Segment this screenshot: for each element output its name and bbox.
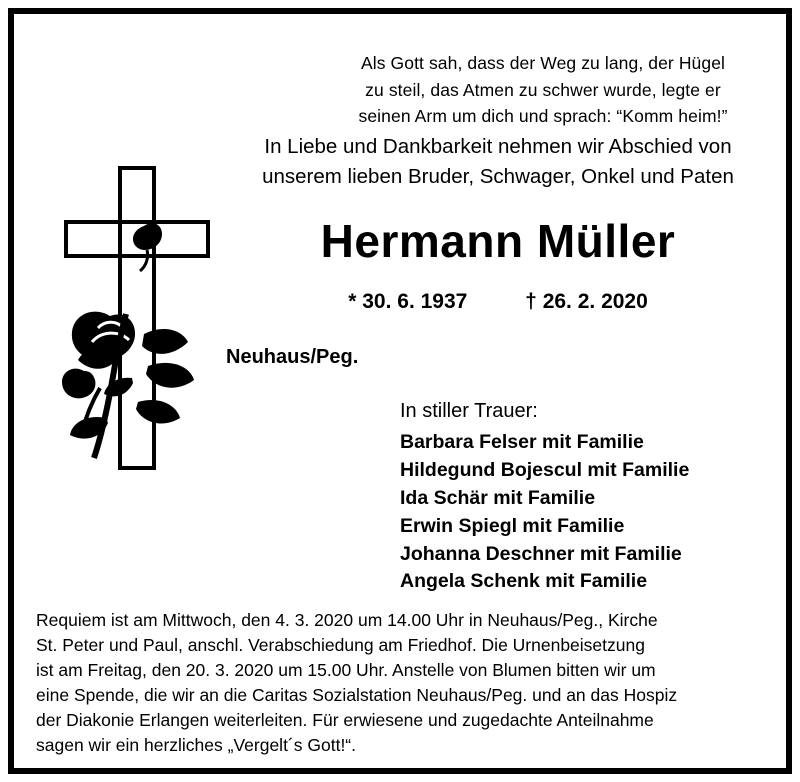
death-date-group	[525, 290, 648, 313]
verse-line: zu steil, das Atmen zu schwer wurde, legte er	[365, 79, 721, 100]
birth-date: 30. 6. 1937	[362, 290, 468, 313]
service-line: eine Spende, die wir an die Caritas Sozialstation Neuhaus/Peg. und an das Hospiz	[36, 685, 678, 706]
intro-line: In Liebe und Dankbarkeit nehmen wir Abschied von	[264, 135, 732, 158]
list-item: Johanna Deschner mit Familie	[400, 542, 682, 565]
list-item: Barbara Felser mit Familie	[400, 431, 644, 453]
deceased-name: Hermann Müller	[320, 215, 676, 267]
verse-line: seinen Arm um dich und sprach: “Komm heim!”	[358, 106, 728, 127]
service-line: Requiem ist am Mittwoch, den 4. 3. 2020 um 14.00 Uhr in Neuhaus/Peg., Kirche	[36, 610, 658, 630]
list-item: Angela Schenk mit Familie	[400, 570, 648, 593]
verse-line: Als Gott sah, dass der Weg zu lang, der Hügel	[360, 53, 726, 73]
list-item: Hildegund Bojescul mit Familie	[400, 458, 690, 481]
intro-text	[208, 132, 788, 192]
birth-symbol: *	[348, 290, 357, 313]
page-border	[8, 8, 792, 774]
intro-line: unserem lieben Bruder, Schwager, Onkel und Paten	[262, 164, 734, 188]
mourners-heading: In stiller Trauer:	[400, 400, 538, 422]
cross-with-roses-icon	[48, 166, 238, 476]
page-content	[28, 28, 800, 782]
list-item: Ida Schär mit Familie	[400, 486, 596, 509]
verse-text	[328, 50, 758, 130]
death-date: 26. 2. 2020	[542, 290, 648, 313]
death-symbol: †	[525, 290, 537, 313]
service-line: sagen wir ein herzliches „Vergelt´s Gott!“.	[36, 735, 356, 756]
mourners-block	[400, 400, 790, 596]
service-line: der Diakonie Erlangen weiterleiten. Für erwiesene und zugedachte Anteilnahme	[36, 710, 654, 731]
deceased-place: Neuhaus/Peg.	[226, 346, 359, 368]
birth-date-group	[348, 290, 473, 313]
mourners-list	[400, 429, 790, 596]
deceased-dates	[208, 290, 788, 314]
service-details	[36, 608, 792, 758]
service-line: ist am Freitag, den 20. 3. 2020 um 15.00 Uhr. Anstelle von Blumen bitten wir um	[36, 660, 656, 681]
list-item: Erwin Spiegl mit Familie	[400, 514, 625, 537]
service-line: St. Peter und Paul, anschl. Verabschiedung am Friedhof. Die Urnenbeisetzung	[36, 635, 645, 656]
